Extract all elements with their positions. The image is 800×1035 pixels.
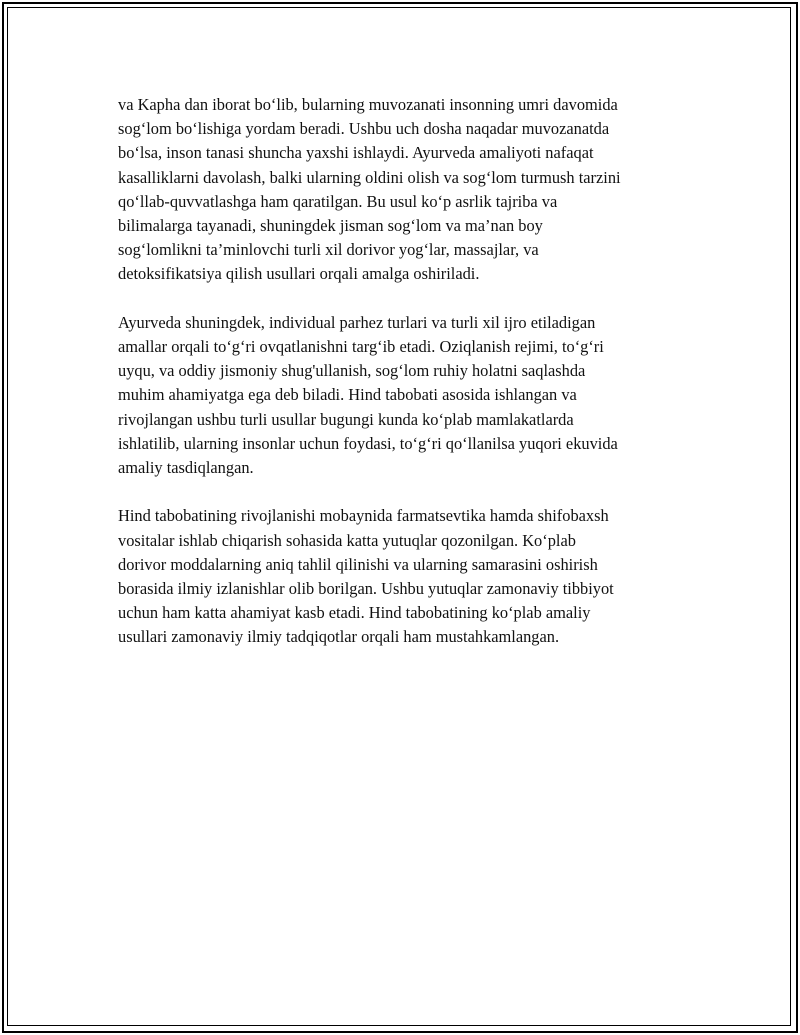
text-line: bo‘lsa, inson tanasi shuncha yaxshi ishlaydi. Ayurveda amaliyoti nafaqat: [118, 143, 594, 163]
text-line: borasida ilmiy izlanishlar olib borilgan. Ushbu yutuqlar zamonaviy tibbiyot: [118, 579, 614, 599]
text-line: amallar orqali to‘g‘ri ovqatlanishni targ‘ib etadi. Oziqlanish rejimi, to‘g‘ri: [118, 337, 604, 357]
text-line: va Kapha dan iborat bo‘lib, bularning muvozanati insonning umri davomida: [118, 95, 618, 114]
text-line: Ayurveda shuningdek, individual parhez turlari va turli xil ijro etiladigan: [118, 312, 596, 332]
text-line: dorivor moddalarning aniq tahlil qilinishi va ularning samarasini oshirish: [118, 554, 598, 574]
text-line: usullari zamonaviy ilmiy tadqiqotlar orqali ham mustahkamlangan.: [118, 627, 560, 647]
text-line: qo‘llab-quvvatlashga ham qaratilgan. Bu usul ko‘p asrlik tajriba va: [118, 191, 558, 211]
text-line: detoksifikatsiya qilish usullari orqali amalga oshiriladi.: [118, 264, 480, 284]
text-line: uchun ham katta ahamiyat kasb etadi. Hind tabobatining ko‘plab amaliy: [118, 603, 591, 623]
text-line: rivojlangan ushbu turli usullar bugungi kunda ko‘plab mamlakatlarda: [118, 409, 574, 429]
document-body: [118, 93, 688, 674]
text-line: sog‘lom bo‘lishiga yordam beradi. Ushbu uch dosha naqadar muvozanatda: [118, 119, 610, 139]
text-line: sog‘lomlikni ta’minlovchi turli xil dorivor yog‘lar, massajlar, va: [118, 240, 539, 260]
text-line: uyqu, va oddiy jismoniy shug'ullanish, sog‘lom ruhiy holatni saqlashda: [118, 361, 586, 381]
text-line: amaliy tasdiqlangan.: [118, 458, 254, 478]
text-line: kasalliklarni davolash, balki ularning oldini olish va sog‘lom turmush tarzini: [118, 167, 621, 187]
paragraph-1: [118, 93, 688, 287]
text-line: bilimalarga tayanadi, shuningdek jisman sog‘lom va ma’nan boy: [118, 216, 543, 236]
text-line: muhim ahamiyatga ega deb biladi. Hind tabobati asosida ishlangan va: [118, 385, 577, 405]
text-line: vositalar ishlab chiqarish sohasida katta yutuqlar qozonilgan. Ko‘plab: [118, 530, 576, 550]
text-line: ishlatilib, ularning insonlar uchun foydasi, to‘g‘ri qo‘llanilsa yuqori ekuvida: [118, 433, 618, 453]
paragraph-2: [118, 311, 688, 480]
paragraph-3: [118, 504, 688, 649]
text-line: Hind tabobatining rivojlanishi mobaynida farmatsevtika hamda shifobaxsh: [118, 506, 609, 526]
